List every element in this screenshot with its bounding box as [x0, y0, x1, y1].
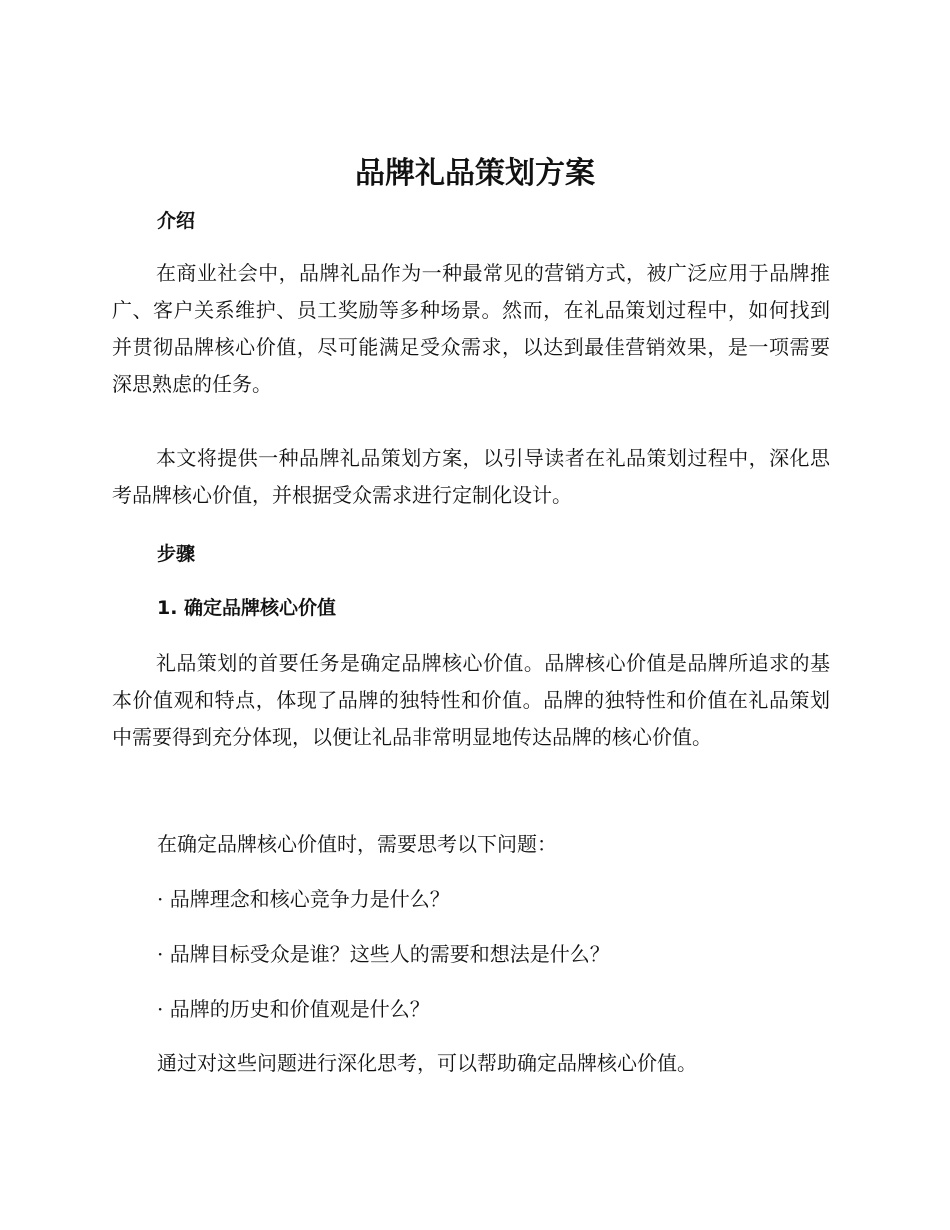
question-item-2: · 品牌目标受众是谁？这些人的需要和想法是什么？: [157, 942, 610, 966]
document-title: 品牌礼品策划方案: [355, 156, 595, 191]
section-heading-intro: 介绍: [157, 210, 196, 232]
step-1-conclusion: 通过对这些问题进行深化思考，可以帮助确定品牌核心价值。: [157, 1051, 697, 1075]
section-heading-steps: 步骤: [157, 543, 196, 565]
question-intro: 在确定品牌核心价值时，需要思考以下问题：: [157, 832, 557, 856]
question-item-1: · 品牌理念和核心竞争力是什么？: [157, 887, 450, 911]
intro-paragraph-1: 在商业社会中，品牌礼品作为一种最常见的营销方式，被广泛应用于品牌推广、客户关系维护、员工奖励等多种场景。然而，在礼品策划过程中，如何找到并贯彻品牌核心价值，尽可能满足受众需求，以达到最佳营销效果，是一项需要深思熟虑的任务。: [112, 261, 830, 396]
step-1-heading: 1. 确定品牌核心价值: [157, 597, 337, 619]
step-1-paragraph: 礼品策划的首要任务是确定品牌核心价值。品牌核心价值是品牌所追求的基本价值观和特点，体现了品牌的独特性和价值。品牌的独特性和价值在礼品策划中需要得到充分体现，以便让礼品非常明显地传达品牌的核心价值。: [112, 651, 830, 749]
intro-paragraph-2: 本文将提供一种品牌礼品策划方案，以引导读者在礼品策划过程中，深化思考品牌核心价值，并根据受众需求进行定制化设计。: [112, 446, 830, 507]
question-item-3: · 品牌的历史和价值观是什么？: [157, 997, 430, 1021]
